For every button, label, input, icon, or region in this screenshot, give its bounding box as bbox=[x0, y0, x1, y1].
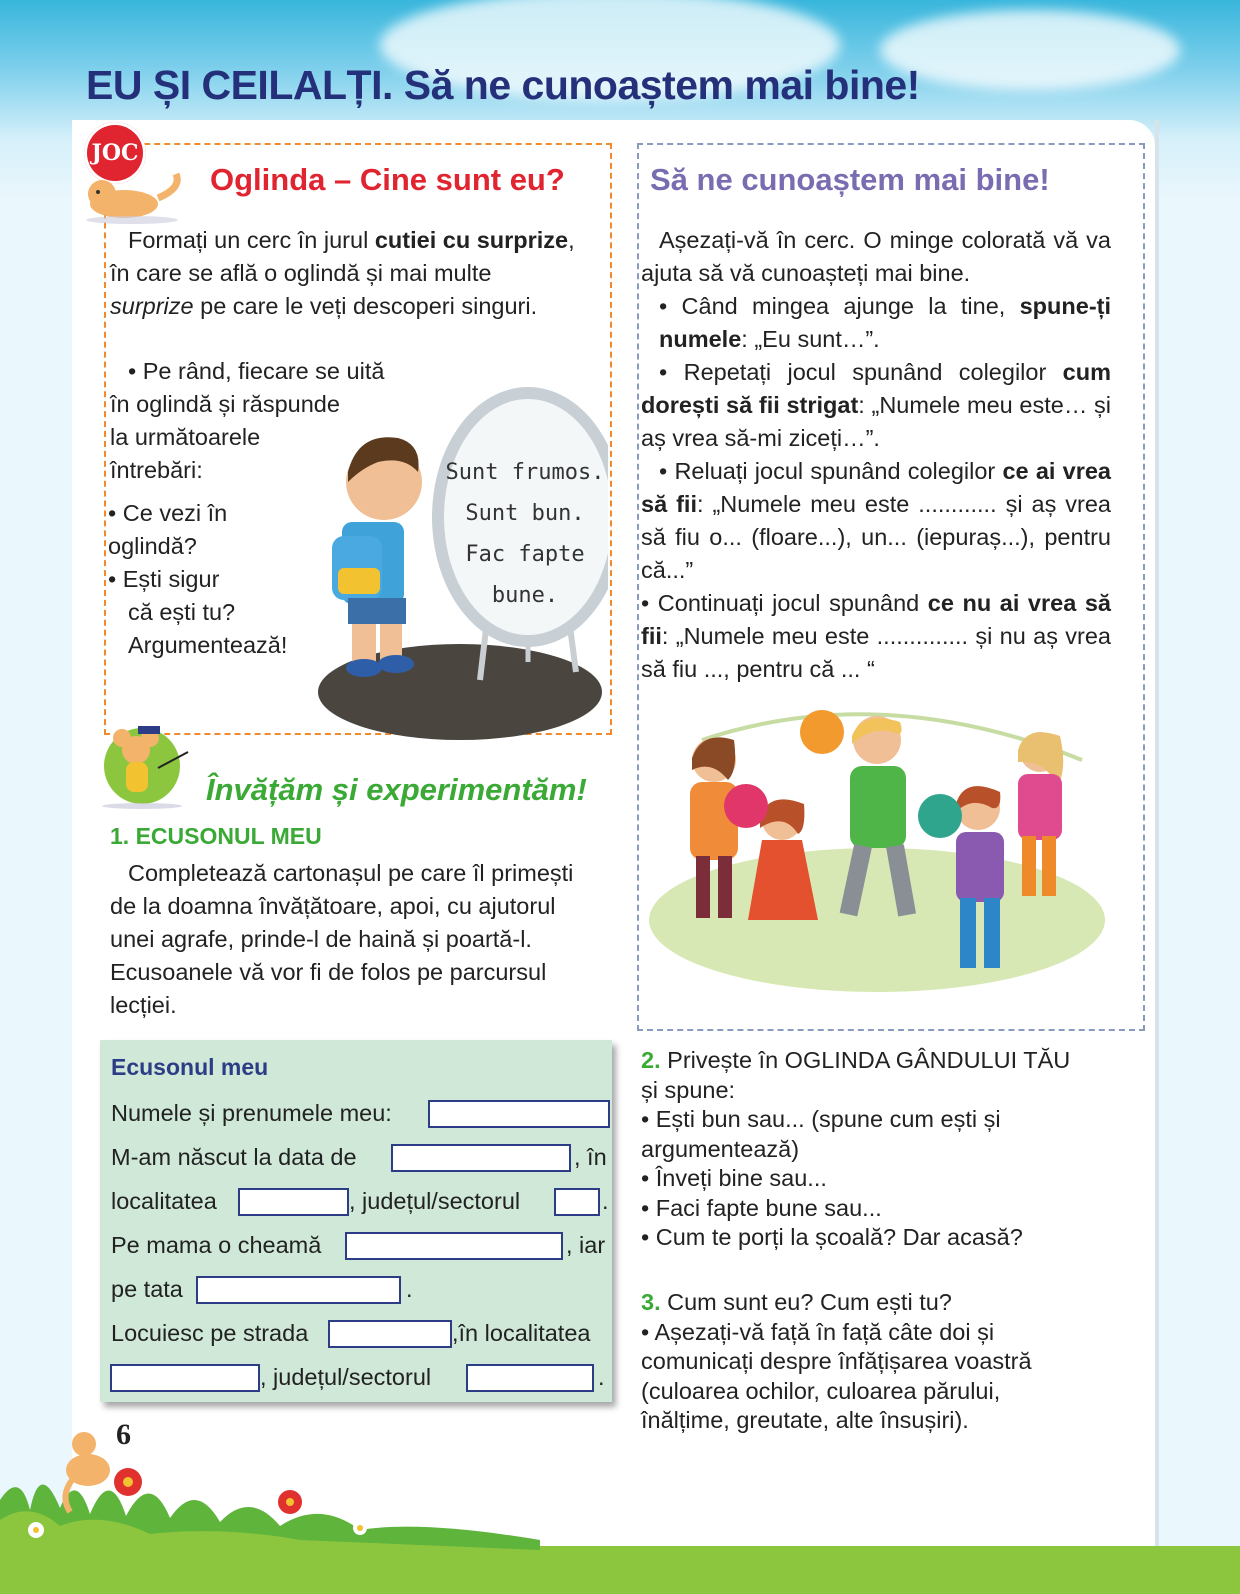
know-section-text: Așezați-vă în cerc. O minge colorată vă va ajuta să vă cunoașteți mai bine. • Când mingea ajunge la tine, spune-ți numele: „Eu sunt…”. • Repetați jocul spunând colegilor cum dorești să fii strigat: „Numele meu este… și aș vrea să-mi ziceți…”. • Reluați jocul spunând colegilor ce ai vrea să fii: „Numele meu este ............ și aș vrea să fiu o... (floare...), un... (iepuraș...), pentru că...” • Continuați jocul spunând ce nu ai vrea să fii: „Numele meu este .............. și nu aș vrea să fiu ..., pentru că ... “ bbox=[641, 227, 1111, 682]
form-line-home-locality: ,în localitatea bbox=[452, 1320, 591, 1346]
form-line-street: Locuiesc pe strada bbox=[111, 1320, 309, 1346]
form-line-home-county-end: . bbox=[598, 1364, 605, 1390]
birth-county-field[interactable] bbox=[554, 1188, 600, 1216]
cat-illustration-icon bbox=[72, 168, 192, 224]
grass-band bbox=[0, 1546, 1240, 1594]
form-line-father-end: . bbox=[406, 1276, 413, 1302]
home-locality-field[interactable] bbox=[110, 1364, 260, 1392]
learn-section-title: Învățăm și experimentăm! bbox=[206, 772, 587, 807]
form-line-mother-end: , iar bbox=[566, 1232, 606, 1258]
form-line-birth-end: , în bbox=[574, 1144, 607, 1170]
exercise-1-title: 1. ECUSONUL MEU bbox=[110, 823, 322, 849]
mirror-section-title: Oglinda – Cine sunt eu? bbox=[210, 162, 565, 197]
sheet-edge bbox=[1155, 120, 1159, 1550]
mouse-teacher-icon bbox=[96, 712, 196, 810]
form-line-county-end: . bbox=[602, 1188, 609, 1214]
father-name-field[interactable] bbox=[196, 1276, 401, 1304]
form-line-county-label: , județul/sectorul bbox=[349, 1188, 521, 1214]
exercise-1-text: Completează cartonașul pe care îl primești de la doamna învățătoare, apoi, cu ajutorul unei agrafe, prinde-l de haină și poartă-l. Ecusoanele vă vor fi de folos pe parcursul lecției. bbox=[110, 860, 574, 1018]
page-number: 6 bbox=[116, 1418, 131, 1451]
home-county-field[interactable] bbox=[466, 1364, 594, 1392]
form-line-mother: Pe mama o cheamă bbox=[111, 1232, 322, 1258]
know-section-title: Să ne cunoaștem mai bine! bbox=[650, 162, 1050, 197]
mirror-intro-text: Formați un cerc în jurul cutiei cu surprize, în care se află o oglindă și mai multe surprize pe care le veți descoperi singuri. bbox=[110, 227, 575, 319]
exercise-3: 3. Cum sunt eu? Cum ești tu? • Așezați-vă față în față câte doi și comunicați despre înfățișarea voastră (culoarea ochilor, culoarea părului, înălțime, greutate, alte însușiri). bbox=[641, 1289, 1032, 1433]
full-name-field[interactable] bbox=[428, 1100, 610, 1128]
mirror-handwritten-text: Sunt frumos. Sunt bun. Fac fapte bune. bbox=[445, 460, 605, 608]
mirror-instruction: • Pe rând, fiecare se uită în oglindă și răspunde la următoarele întrebări: bbox=[110, 358, 385, 483]
exercise-2: 2. Privește în OGLINDA GÂNDULUI TĂU și spune: • Ești bun sau... (spune cum ești și argumentează) • Înveți bine sau... • Faci fapte bune sau... • Cum te porți la școală? Dar acasă? bbox=[641, 1047, 1071, 1250]
street-field[interactable] bbox=[328, 1320, 452, 1348]
sky-cloud bbox=[880, 10, 1180, 90]
page-title: EU ȘI CEILALȚI. Să ne cunoaștem mai bine! bbox=[86, 62, 920, 108]
mother-name-field[interactable] bbox=[345, 1232, 563, 1260]
joc-badge: JOC bbox=[84, 122, 146, 184]
form-line-name: Numele și prenumele meu: bbox=[111, 1100, 392, 1126]
birth-date-field[interactable] bbox=[391, 1144, 571, 1172]
form-line-birth: M-am născut la data de bbox=[111, 1144, 357, 1170]
form-line-locality: localitatea bbox=[111, 1188, 217, 1214]
meadow-flowers-illustration bbox=[0, 1430, 540, 1550]
badge-form-title: Ecusonul meu bbox=[111, 1054, 269, 1080]
mirror-questions: • Ce vezi în oglindă? • Ești sigur că ești tu? Argumentează! bbox=[108, 500, 288, 658]
children-playing-ball-illustration bbox=[642, 700, 1122, 1000]
form-line-home-county: , județul/sectorul bbox=[260, 1364, 432, 1390]
form-line-father: pe tata bbox=[111, 1276, 183, 1302]
birth-locality-field[interactable] bbox=[238, 1188, 349, 1216]
